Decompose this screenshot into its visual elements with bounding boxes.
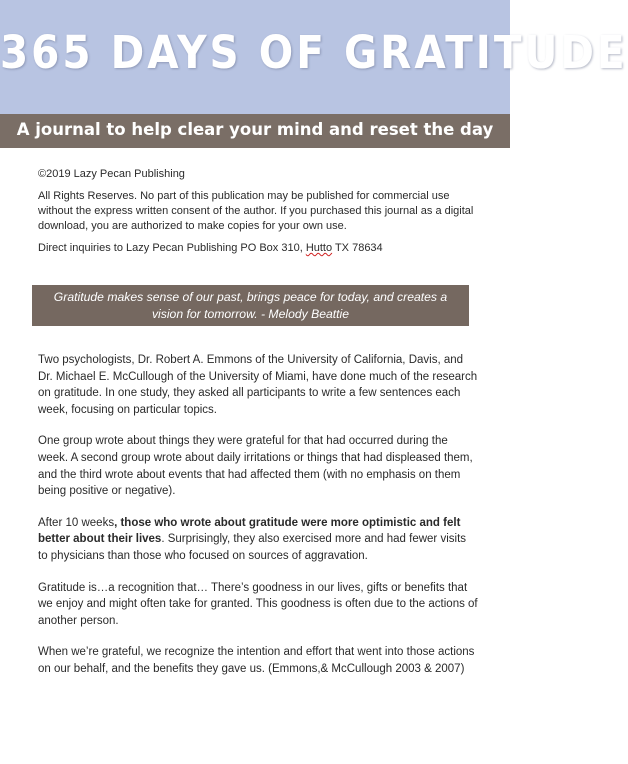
copyright-line: ©2019 Lazy Pecan Publishing xyxy=(38,168,185,180)
inquiries-line xyxy=(38,241,478,256)
page-subtitle: A journal to help clear your mind and reset the day xyxy=(16,120,494,139)
inquiries-prefix: Direct inquiries to Lazy Pecan Publishing PO Box 310, xyxy=(38,242,306,254)
quote-text: Gratitude makes sense of our past, brings peace for today, and creates a vision for tomorrow. - Melody Beattie xyxy=(53,289,448,321)
article-body xyxy=(38,352,478,693)
page-title: 365 DAYS OF GRATITUDE xyxy=(0,26,628,79)
paragraph-3 xyxy=(38,515,478,565)
paragraph-2: One group wrote about things they were grateful for that had occurred during the week. A second group wrote about daily irritations or things that had displeased them, and the third wrote about events that had affected them (with no emphasis on them being positive or negative). xyxy=(38,435,473,498)
inquiries-suffix: TX 78634 xyxy=(332,242,383,254)
paragraph-3-bold: , those who wrote about gratitude were more optimistic and felt better about their lives xyxy=(38,516,461,546)
quote-box xyxy=(32,285,469,326)
paragraph-3-prefix: After 10 weeks xyxy=(38,516,115,529)
inquiries-city: Hutto xyxy=(305,242,333,254)
paragraph-1: Two psychologists, Dr. Robert A. Emmons of the University of California, Davis, and Dr. Michael E. McCullough of the University of Miami, have done much of the research on gratitude. In one study, they asked all participants to write a few sentences each week, focusing on particular topics. xyxy=(38,354,478,416)
copyright-block xyxy=(38,167,478,263)
paragraph-4: Gratitude is…a recognition that… There’s goodness in our lives, gifts or benefits that we enjoy and might often take for granted. This goodness is often due to the actions of another person. xyxy=(38,581,478,627)
paragraph-5: When we’re grateful, we recognize the intention and effort that went into those actions on our behalf, and the benefits they gave us. (Emmons,& McCullough 2003 & 2007) xyxy=(38,646,475,675)
paragraph-3-suffix: . Surprisingly, they also exercised more and had fewer visits to physicians than those who focused on sources of aggravation. xyxy=(38,533,467,562)
rights-notice: All Rights Reserves. No part of this publication may be published for commercial use without the express written consent of the author. If you purchased this journal as a digital download, you are authorized to make copies for your own use. xyxy=(38,190,474,232)
